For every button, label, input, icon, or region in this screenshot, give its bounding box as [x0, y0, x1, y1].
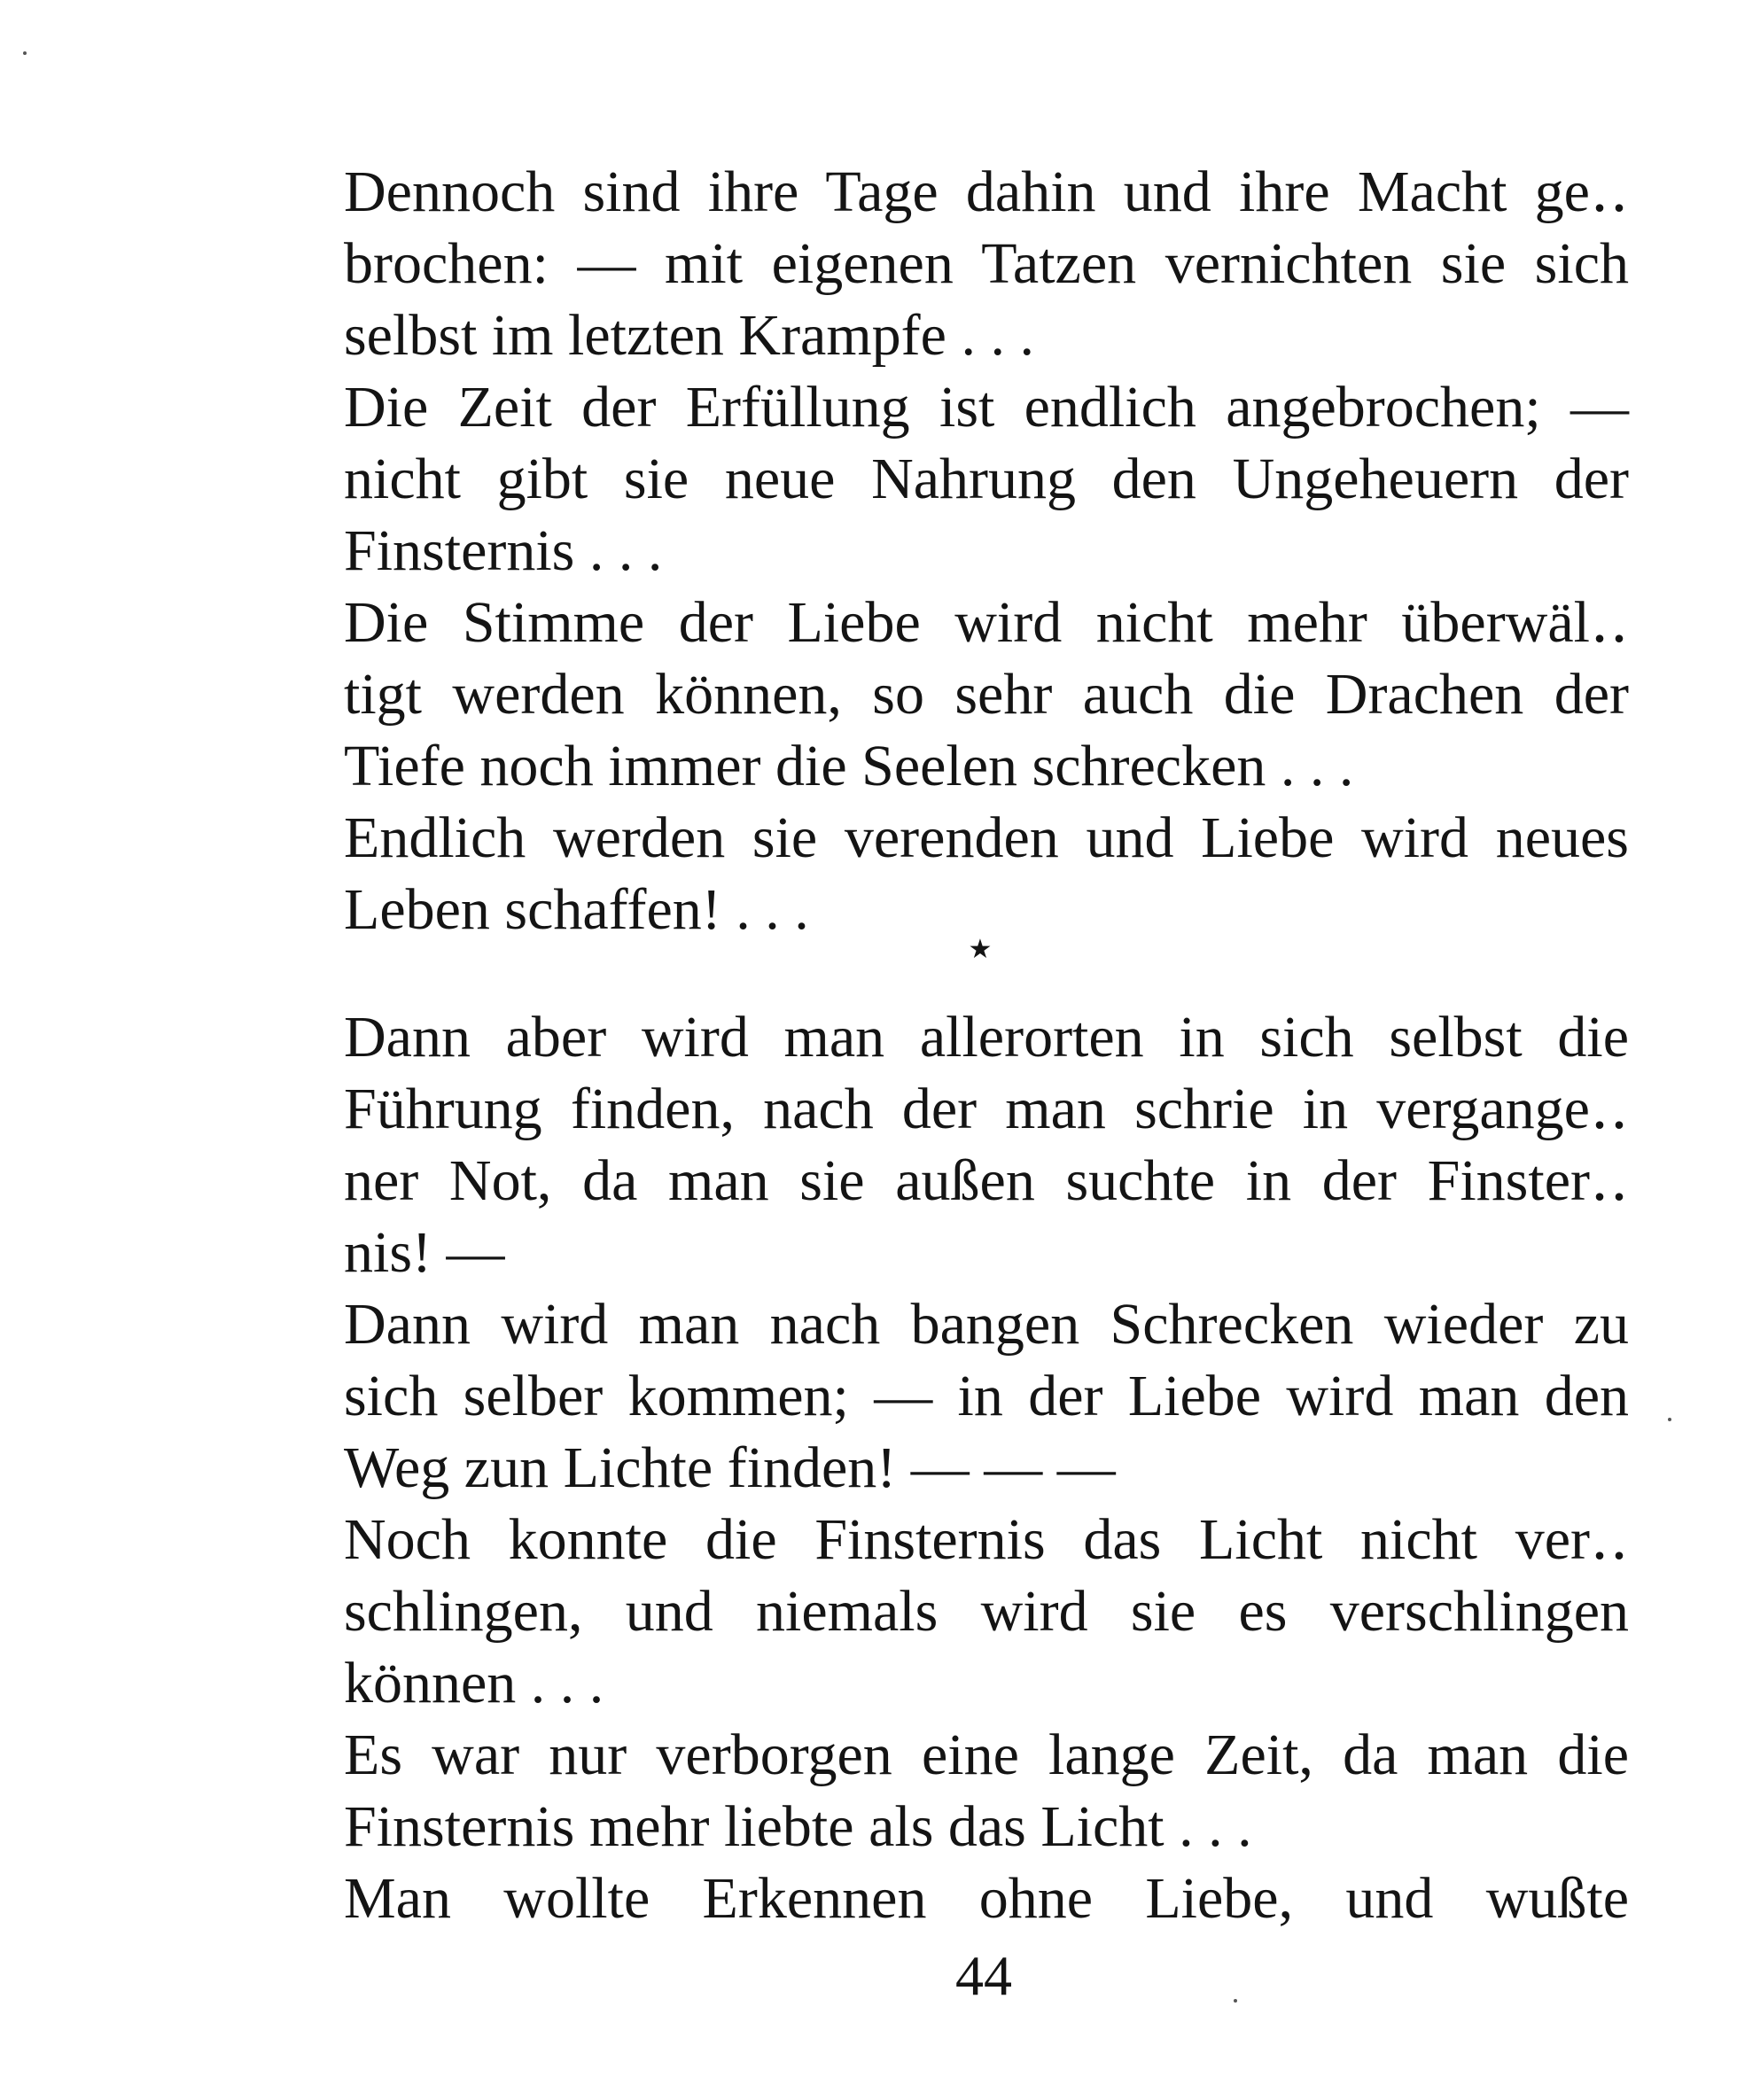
- text-line: Finsternis mehr liebte als das Licht . . .: [344, 1794, 1252, 1859]
- text-line: Man wollte Erkennen ohne Liebe, und wußte: [344, 1866, 1629, 1931]
- text-line: Die Stimme der Liebe wird nicht mehr überwäl‥: [344, 590, 1629, 655]
- page-number: 44: [955, 1944, 1012, 2007]
- paragraph-section-2: [344, 1001, 1629, 1934]
- text-line: Führung finden, nach der man schrie in vergange‥: [344, 1077, 1629, 1141]
- text-line: Die Zeit der Erfüllung ist endlich angebrochen; —: [344, 375, 1629, 439]
- text-line: nicht gibt sie neue Nahrung den Ungeheuern der: [344, 447, 1629, 511]
- paragraph-section-1: [344, 156, 1629, 945]
- text-line: Dann aber wird man allerorten in sich selbst die: [344, 1005, 1629, 1069]
- text-line: Es war nur verborgen eine lange Zeit, da man die: [344, 1723, 1629, 1787]
- text-line: Endlich werden sie verenden und Liebe wird neues: [344, 805, 1629, 870]
- section-divider-star: ★: [968, 935, 993, 964]
- text-line: selbst im letzten Krampfe . . .: [344, 303, 1034, 368]
- text-line: Weg zun Lichte finden! — — —: [344, 1435, 1116, 1500]
- text-line: brochen: — mit eigenen Tatzen vernichten sie sich: [344, 231, 1629, 296]
- print-speck: [1668, 1418, 1671, 1421]
- text-line: Finsternis . . .: [344, 518, 663, 583]
- text-line: können . . .: [344, 1651, 604, 1715]
- text-line: sich selber kommen; — in der Liebe wird man den: [344, 1364, 1629, 1428]
- text-line: Dann wird man nach bangen Schrecken wieder zu: [344, 1292, 1629, 1357]
- text-line: tigt werden können, so sehr auch die Drachen der: [344, 662, 1629, 727]
- text-line: schlingen, und niemals wird sie es verschlingen: [344, 1579, 1629, 1644]
- text-line: nis! —: [344, 1220, 505, 1285]
- print-speck: [23, 51, 27, 55]
- print-speck: [1234, 1999, 1237, 2003]
- text-line: Tiefe noch immer die Seelen schrecken . . .: [344, 734, 1354, 798]
- text-line: ner Not, da man sie außen suchte in der Finster‥: [344, 1148, 1629, 1213]
- text-line: Noch konnte die Finsternis das Licht nicht ver‥: [344, 1507, 1629, 1572]
- text-line: Dennoch sind ihre Tage dahin und ihre Macht ge‥: [344, 159, 1629, 224]
- text-line: Leben schaffen! . . .: [344, 877, 809, 942]
